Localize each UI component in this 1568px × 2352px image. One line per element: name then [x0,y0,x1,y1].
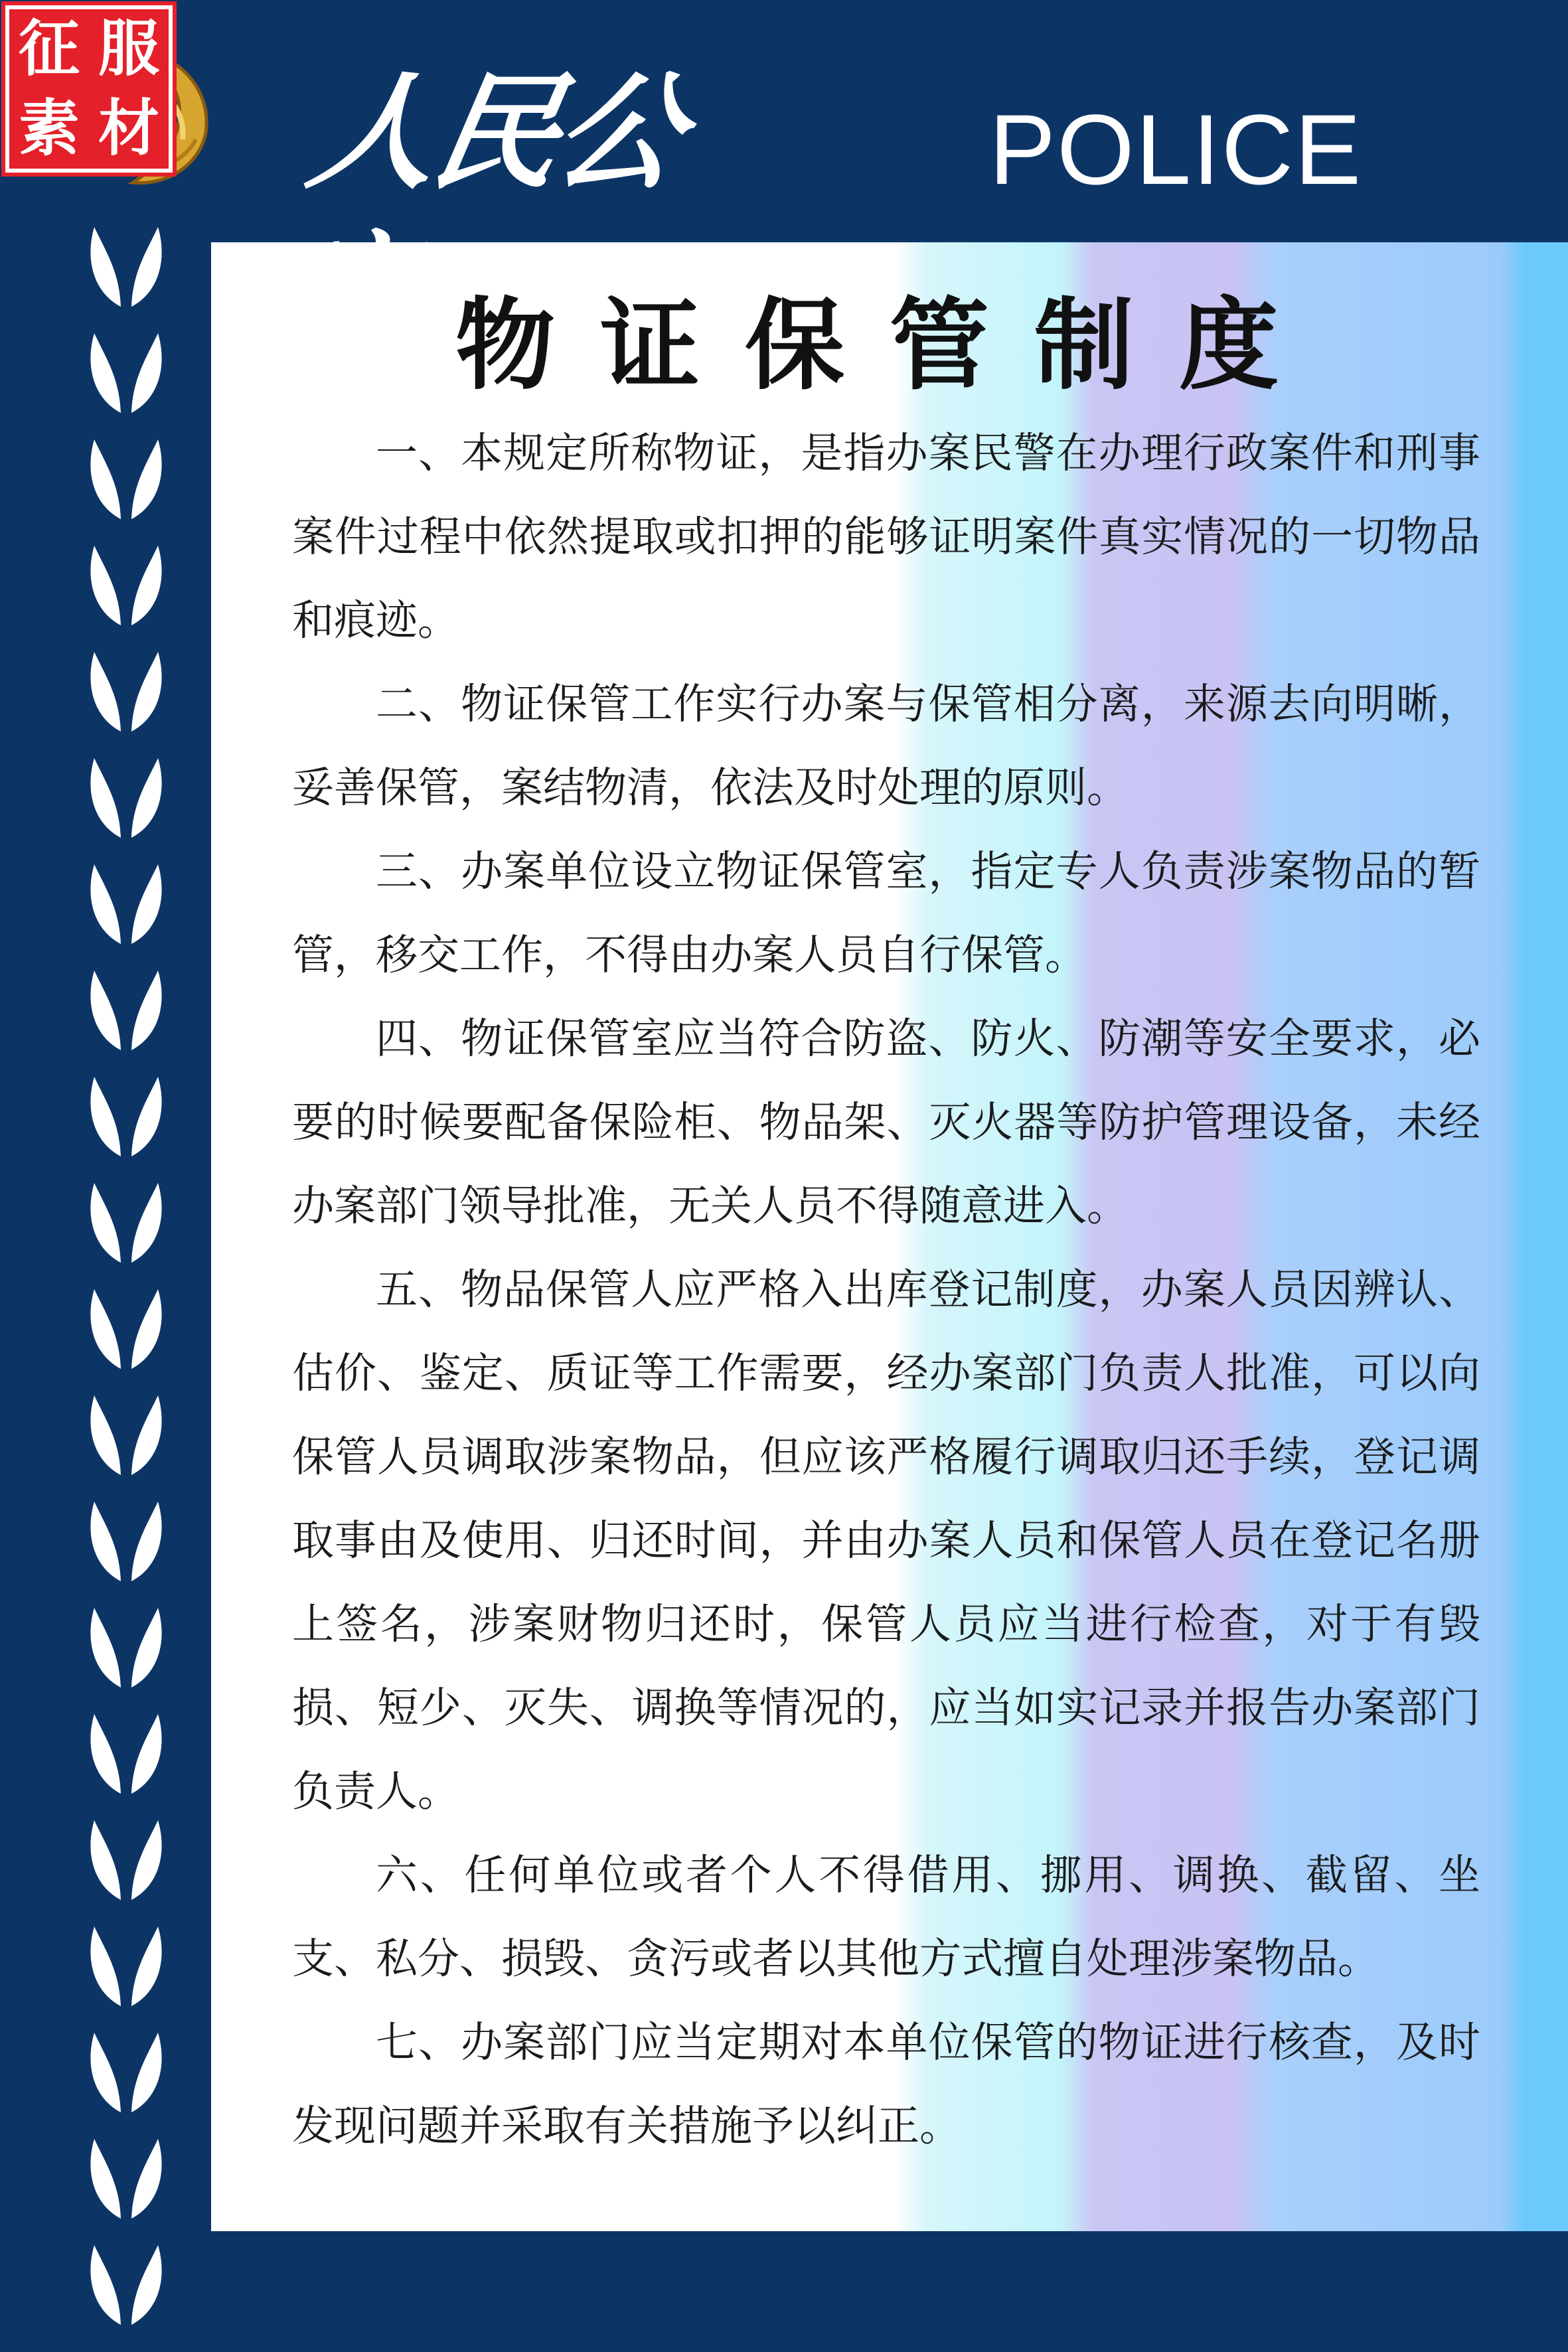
header-calligraphy: 人民公安 [299,58,692,206]
regulation-articles [292,412,1480,2168]
article-paragraph: 六、任何单位或者个人不得借用、挪用、调换、截留、坐支、私分、损毁、贪污或者以其他方式擅自处理涉案物品。 [292,1851,1480,1983]
laurel-icon [80,2237,173,2330]
laurel-icon [80,750,173,843]
laurel-icon [80,963,173,1056]
laurel-ornament-column [80,219,173,2343]
article-paragraph: 四、物证保管室应当符合防盗、防火、防潮等安全要求，必要的时候要配备保险柜、物品架、灭火器等防护管理设备，未经办案部门领导批准，无关人员不得随意进入。 [292,1014,1480,1230]
laurel-icon [80,1812,173,1905]
laurel-icon [80,644,173,737]
panel-right-strip [1527,242,1568,2231]
laurel-icon [80,2025,173,2118]
article-paragraph: 三、办案单位设立物证保管室，指定专人负责涉案物品的暂管，移交工作，不得由办案人员自行保管。 [292,847,1480,979]
page-title: 物证保管制度 [455,287,1324,404]
laurel-icon [80,1175,173,1268]
laurel-icon [80,1919,173,2011]
laurel-icon [80,2131,173,2224]
article-paragraph: 五、物品保管人应严格入出库登记制度，办案人员因辨认、估价、鉴定、质证等工作需要，经办案部门负责人批准，可以向保管人员调取涉案物品，但应该严格履行调取归还手续，登记调取事由及使用、归还时间，并由办案人员和保管人员在登记名册上签名，涉案财物归还时，保管人员应当进行检查，对于有毁损、短少、灭失、调换等情况的，应当如实记录并报告办案部门负责人。 [292,1265,1480,1816]
laurel-icon [80,219,173,312]
watermark-char: 征 [18,13,80,84]
laurel-icon [80,1387,173,1480]
laurel-icon [80,1600,173,1693]
article-paragraph: 一、本规定所称物证，是指办案民警在办理行政案件和刑事案件过程中依然提取或扣押的能够证明案件真实情况的一切物品和痕迹。 [292,429,1480,645]
laurel-icon [80,1494,173,1587]
laurel-icon [80,1281,173,1374]
watermark-char: 材 [98,93,159,164]
watermark-badge [5,5,173,173]
laurel-icon [80,1706,173,1799]
laurel-icon [80,1069,173,1162]
article-paragraph: 七、办案部门应当定期对本单位保管的物证进行核查，及时发现问题并采取有关措施予以纠正。 [292,2018,1480,2150]
article-paragraph: 二、物证保管工作实行办案与保管相分离，来源去向明晰，妥善保管，案结物清，依法及时处理的原则。 [292,680,1480,812]
laurel-icon [80,431,173,524]
laurel-icon [80,856,173,949]
laurel-icon [80,325,173,418]
watermark-char: 素 [18,93,80,164]
watermark-char: 服 [98,13,159,84]
header-police-label: POLICE [989,94,1363,205]
laurel-icon [80,538,173,631]
